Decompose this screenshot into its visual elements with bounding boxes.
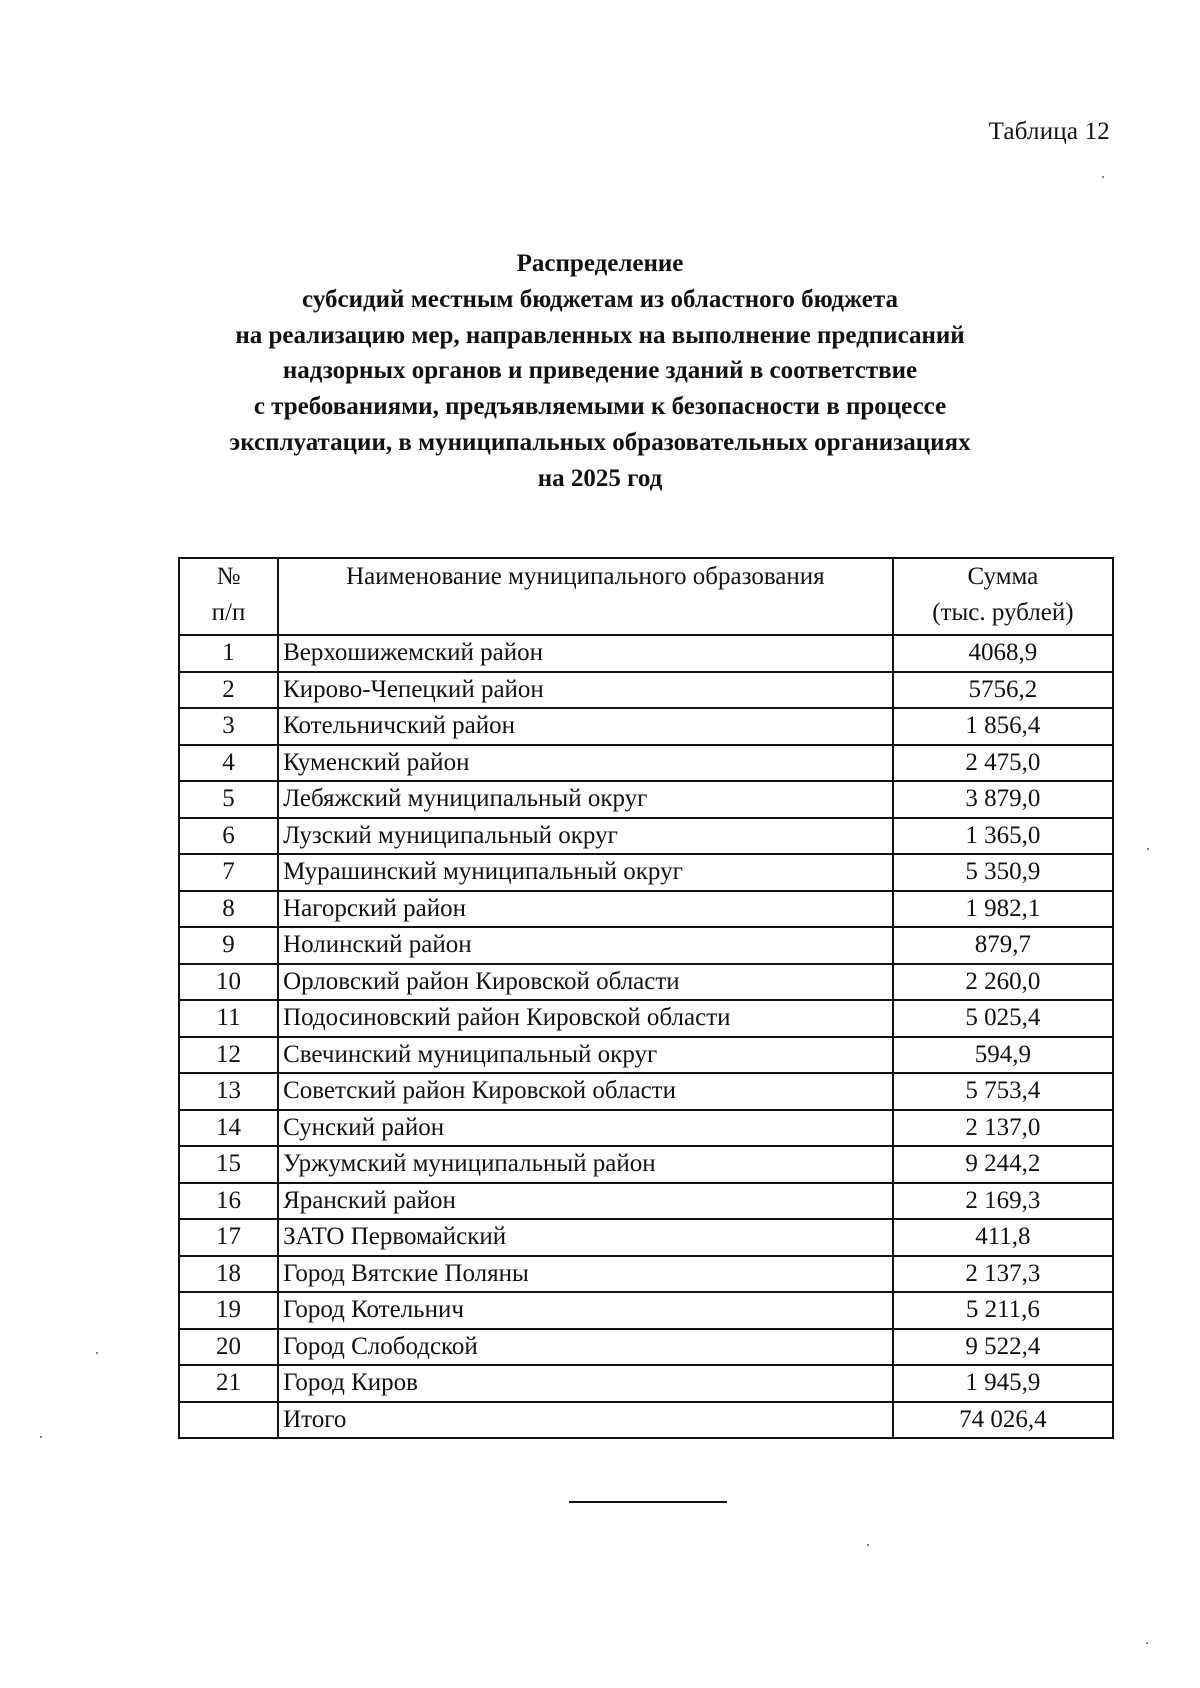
header-sum-line1: Сумма [967, 563, 1039, 590]
row-number-cell: 13 [179, 1073, 278, 1110]
table-number-label: Таблица 12 [988, 118, 1110, 145]
table-row [179, 891, 1113, 928]
sum-cell: 9 522,4 [893, 1329, 1113, 1366]
row-number-cell: 9 [179, 927, 278, 964]
table-row [179, 708, 1113, 745]
table-row [179, 1183, 1113, 1220]
title-line: надзорных органов и приведение зданий в соответствие [282, 357, 918, 385]
row-number-cell: 11 [179, 1000, 278, 1037]
table-row [179, 1000, 1113, 1037]
sum-cell: 1 982,1 [893, 891, 1113, 928]
table-row [179, 1037, 1113, 1074]
table-header-row [179, 558, 1113, 635]
sum-cell: 2 260,0 [893, 964, 1113, 1001]
document-title [0, 246, 1200, 497]
sum-cell: 5 350,9 [893, 854, 1113, 891]
header-number [179, 558, 278, 635]
sum-cell: 1 945,9 [893, 1365, 1113, 1402]
table-row [179, 1110, 1113, 1147]
header-sum [893, 558, 1113, 635]
municipality-name-cell: Свечинский муниципальный округ [278, 1037, 893, 1074]
sum-cell: 411,8 [893, 1219, 1113, 1256]
row-number-cell: 16 [179, 1183, 278, 1220]
municipality-name-cell: Нолинский район [278, 927, 893, 964]
row-number-cell: 21 [179, 1365, 278, 1402]
row-number-cell: 15 [179, 1146, 278, 1183]
table-row [179, 818, 1113, 855]
table-row [179, 964, 1113, 1001]
municipality-name-cell: Подосиновский район Кировской области [278, 1000, 893, 1037]
municipality-name-cell: Куменский район [278, 745, 893, 782]
row-number-cell: 3 [179, 708, 278, 745]
table-row [179, 1365, 1113, 1402]
table-row [179, 1219, 1113, 1256]
table-row [179, 1256, 1113, 1293]
row-number-cell: 2 [179, 672, 278, 709]
header-municipality-name: Наименование муниципального образования [278, 558, 893, 635]
municipality-name-cell: Котельничский район [278, 708, 893, 745]
row-number-cell: 4 [179, 745, 278, 782]
municipality-name-cell: Город Киров [278, 1365, 893, 1402]
sum-cell: 1 365,0 [893, 818, 1113, 855]
table-row [179, 745, 1113, 782]
municipality-name-cell: Сунский район [278, 1110, 893, 1147]
municipality-name-cell: Итого [278, 1402, 893, 1439]
scan-speck [1147, 848, 1149, 850]
subsidy-distribution-table [178, 557, 1114, 1439]
table-row [179, 635, 1113, 672]
sum-cell: 5 753,4 [893, 1073, 1113, 1110]
scan-speck [40, 1436, 42, 1438]
row-number-cell: 6 [179, 818, 278, 855]
municipality-name-cell: Город Вятские Поляны [278, 1256, 893, 1293]
table-row [179, 854, 1113, 891]
table-row [179, 1292, 1113, 1329]
total-row [179, 1402, 1113, 1439]
title-line: с требованиями, предъявляемыми к безопасности в процессе [253, 393, 947, 421]
municipality-name-cell: Лебяжский муниципальный округ [278, 781, 893, 818]
sum-cell: 4068,9 [893, 635, 1113, 672]
table-row [179, 927, 1113, 964]
municipality-name-cell: ЗАТО Первомайский [278, 1219, 893, 1256]
municipality-name-cell: Город Слободской [278, 1329, 893, 1366]
table-row [179, 781, 1113, 818]
row-number-cell: 20 [179, 1329, 278, 1366]
sum-cell: 2 137,0 [893, 1110, 1113, 1147]
header-number-line1: № [216, 563, 241, 590]
municipality-name-cell: Лузский муниципальный округ [278, 818, 893, 855]
title-line: на 2025 год [537, 464, 663, 492]
title-line: на реализацию мер, направленных на выполнение предписаний [235, 321, 965, 349]
sum-cell: 594,9 [893, 1037, 1113, 1074]
row-number-cell: 10 [179, 964, 278, 1001]
sum-cell: 5 025,4 [893, 1000, 1113, 1037]
row-number-cell: 17 [179, 1219, 278, 1256]
row-number-cell [179, 1402, 278, 1439]
scan-speck [96, 1352, 98, 1354]
title-line: субсидий местным бюджетам из областного бюджета [302, 285, 898, 313]
table-row [179, 1146, 1113, 1183]
sum-cell: 5756,2 [893, 672, 1113, 709]
scan-speck [1146, 1642, 1148, 1644]
table-body [179, 635, 1113, 1438]
row-number-cell: 14 [179, 1110, 278, 1147]
row-number-cell: 19 [179, 1292, 278, 1329]
title-line: Распределение [516, 250, 684, 277]
municipality-name-cell: Уржумский муниципальный район [278, 1146, 893, 1183]
title-line: эксплуатации, в муниципальных образовательных организациях [229, 428, 971, 456]
municipality-name-cell: Кирово-Чепецкий район [278, 672, 893, 709]
end-separator-line [569, 1501, 727, 1503]
table-row [179, 1329, 1113, 1366]
municipality-name-cell: Нагорский район [278, 891, 893, 928]
header-sum-line2: (тыс. рублей) [932, 599, 1074, 626]
row-number-cell: 5 [179, 781, 278, 818]
table-row [179, 672, 1113, 709]
row-number-cell: 12 [179, 1037, 278, 1074]
sum-cell: 879,7 [893, 927, 1113, 964]
sum-cell: 3 879,0 [893, 781, 1113, 818]
row-number-cell: 8 [179, 891, 278, 928]
sum-cell: 1 856,4 [893, 708, 1113, 745]
row-number-cell: 18 [179, 1256, 278, 1293]
sum-cell: 2 137,3 [893, 1256, 1113, 1293]
row-number-cell: 7 [179, 854, 278, 891]
scan-speck [867, 1544, 869, 1546]
sum-cell: 2 475,0 [893, 745, 1113, 782]
municipality-name-cell: Яранский район [278, 1183, 893, 1220]
table-row [179, 1073, 1113, 1110]
municipality-name-cell: Город Котельнич [278, 1292, 893, 1329]
header-number-line2: п/п [211, 599, 246, 626]
municipality-name-cell: Верхошижемский район [278, 635, 893, 672]
sum-cell: 5 211,6 [893, 1292, 1113, 1329]
sum-cell: 2 169,3 [893, 1183, 1113, 1220]
municipality-name-cell: Мурашинский муниципальный округ [278, 854, 893, 891]
sum-cell: 9 244,2 [893, 1146, 1113, 1183]
row-number-cell: 1 [179, 635, 278, 672]
municipality-name-cell: Орловский район Кировской области [278, 964, 893, 1001]
sum-cell: 74 026,4 [893, 1402, 1113, 1439]
municipality-name-cell: Советский район Кировской области [278, 1073, 893, 1110]
scan-speck [1102, 176, 1104, 178]
